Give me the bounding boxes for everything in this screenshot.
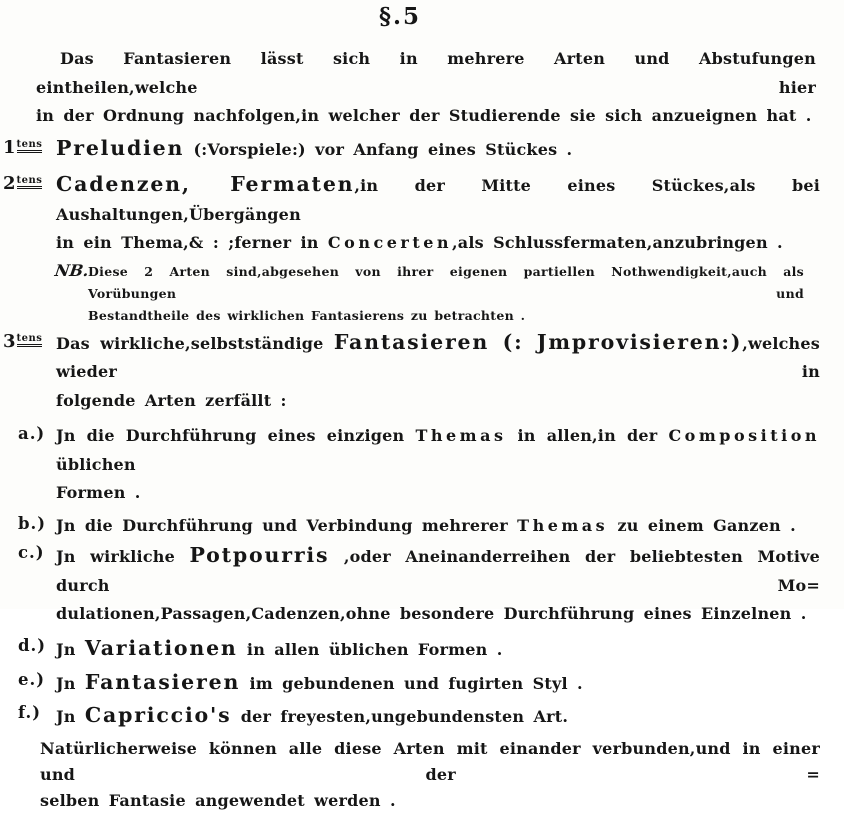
nb-label: NB.	[53, 260, 91, 280]
text-segment: Natürlicherweise können alle diese Arten mit einander verbunden,und in einer und der =	[40, 739, 820, 784]
ordinal-superscript: tens	[17, 333, 43, 347]
text-segment: Diese 2 Arten sind,abgesehen von ihrer eigenen partiellen Nothwendigkeit,auch als Vorübungen und	[88, 263, 804, 301]
text-segment: zu einem Ganzen .	[608, 515, 796, 535]
text-line	[56, 328, 820, 387]
emphasized-term: Fantasieren (: Jmprovisieren:)	[333, 329, 743, 354]
item-c-label: c.)	[18, 543, 45, 562]
text-segment: (:Vorspiele:) vor Anfang eines Stückes .	[184, 139, 573, 159]
item-2-marker	[3, 173, 42, 195]
numbered-item-2	[0, 170, 820, 258]
letter-item-c	[0, 541, 820, 629]
text-segment: dulationen,Passagen,Cadenzen,ohne besondere Durchführung eines Einzelnen .	[56, 604, 807, 623]
text-segment: Jn	[56, 706, 85, 726]
item-a-text	[56, 422, 820, 508]
text-segment: in der Ordnung nachfolgen,in welcher der Studierende sie sich anzueignen hat .	[36, 106, 812, 125]
letter-item-e	[0, 668, 820, 699]
closing-paragraph	[40, 736, 820, 814]
text-line	[56, 479, 820, 508]
item-c-text	[56, 541, 820, 629]
marker-number: 1	[3, 136, 16, 158]
letter-item-a	[0, 422, 820, 508]
text-line	[56, 541, 820, 600]
item-e-text	[56, 668, 820, 699]
item-2-text	[56, 170, 820, 258]
emphasized-term: Capriccio's	[84, 702, 232, 727]
text-segment: Das wirkliche,selbstständige	[56, 333, 334, 353]
text-segment: ,oder Aneinanderreihen der beliebtesten Motive durch Mo=	[56, 547, 820, 595]
emphasized-term: Variationen	[84, 635, 238, 660]
text-segment: Composition	[668, 426, 820, 445]
item-1-text	[56, 134, 820, 165]
text-segment: Jn die Durchführung eines einzigen	[56, 426, 416, 445]
text-segment: Jn	[56, 674, 85, 693]
text-line	[56, 668, 820, 699]
text-segment: selben Fantasie angewendet werden .	[40, 791, 396, 810]
item-f-label: f.)	[18, 702, 42, 722]
item-3-text	[56, 328, 820, 416]
text-segment: in allen,in der	[506, 426, 669, 445]
text-line	[56, 170, 820, 229]
text-segment: Das Fantasieren lässt sich in mehrere Arten und Abstufungen eintheilen,welche hier	[36, 49, 816, 97]
text-segment: Formen .	[56, 483, 141, 502]
text-segment: in ein Thema,& : ;ferner in	[56, 233, 328, 252]
text-segment: folgende Arten zerfällt :	[56, 390, 287, 410]
ordinal-superscript: tens	[17, 175, 43, 189]
text-segment: Jn die Durchführung und Verbindung mehrerer	[56, 515, 518, 535]
text-line	[56, 600, 820, 629]
text-segment: ,in der Mitte eines Stückes,als bei Aushaltungen,Übergängen	[56, 176, 820, 224]
item-f-text	[56, 701, 820, 732]
item-a-label: a.)	[18, 424, 46, 443]
emphasized-term: Potpourris	[189, 543, 330, 567]
text-line	[88, 305, 804, 327]
letter-item-d	[0, 634, 820, 665]
text-line	[56, 634, 820, 665]
letter-item-b	[0, 512, 820, 541]
text-segment: der freyesten,ungebundensten Art.	[231, 706, 569, 726]
item-b-text	[56, 512, 820, 541]
text-segment: im gebundenen und fugirten Styl .	[240, 674, 583, 693]
emphasized-term: Cadenzen, Fermaten	[56, 172, 355, 196]
text-line	[56, 512, 820, 541]
text-segment: ,welches wieder in	[56, 333, 820, 381]
ordinal-superscript: tens	[17, 139, 43, 153]
letter-item-f	[0, 701, 820, 732]
text-segment: Themas	[415, 426, 507, 445]
emphasized-term: Fantasieren	[84, 670, 241, 694]
text-line	[88, 261, 804, 305]
text-line	[40, 736, 820, 788]
intro-paragraph	[36, 45, 816, 131]
marker-number: 2	[3, 173, 16, 194]
numbered-item-1	[0, 134, 820, 165]
text-segment: Jn wirkliche	[56, 547, 190, 566]
item-e-label: e.)	[18, 670, 46, 689]
text-segment: üblichen	[56, 454, 136, 474]
text-segment: in allen üblichen Formen .	[237, 639, 503, 659]
text-line	[36, 45, 816, 102]
text-line	[40, 788, 820, 814]
text-line	[56, 701, 820, 732]
nb-text	[88, 261, 804, 327]
item-1-marker	[3, 137, 42, 159]
text-segment: Bestandtheile des wirklichen Fantasierens zu betrachten .	[88, 307, 526, 323]
text-segment: Themas	[517, 515, 609, 535]
text-line	[56, 134, 820, 165]
text-line	[56, 229, 820, 258]
text-segment: Jn	[56, 639, 85, 659]
text-segment: Concerten	[327, 233, 453, 252]
emphasized-term: Preludien	[56, 135, 185, 160]
text-segment: ,als Schlussfermaten,anzubringen .	[452, 233, 783, 252]
item-3-marker	[3, 331, 42, 353]
section-heading: §.5	[378, 3, 422, 30]
nota-bene	[0, 261, 804, 327]
item-d-text	[56, 634, 820, 665]
item-b-label: b.)	[18, 513, 47, 533]
numbered-item-3	[0, 328, 820, 416]
marker-number: 3	[3, 330, 16, 352]
text-line	[36, 102, 816, 131]
text-line	[56, 387, 820, 416]
text-line	[56, 422, 820, 479]
item-d-label: d.)	[18, 635, 47, 655]
